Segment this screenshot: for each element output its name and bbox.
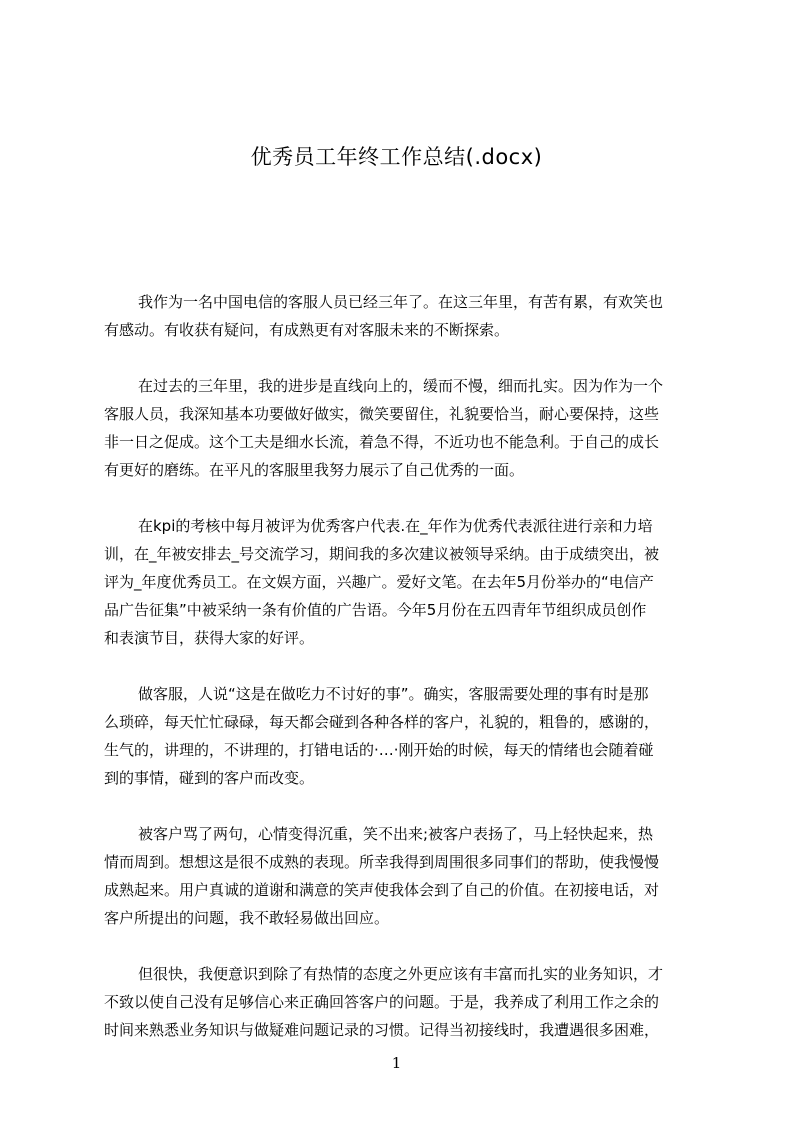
paragraph-line: 在kpi的考核中每月被评为优秀客户代表.在_年作为优秀代表派往进行亲和力培 [138, 517, 653, 535]
paragraph-line: 有感动。有收获有疑问，有成熟更有对客服未来的不断探索。 [104, 321, 510, 339]
page-number: 1 [391, 1054, 402, 1072]
paragraph-line: 非一日之促成。这个工夫是细水长流，着急不得，不近功也不能急利。于自己的成长 [104, 433, 660, 451]
paragraph-line: 和表演节目，获得大家的好评。 [104, 629, 315, 647]
paragraph-line: 客服人员，我深知基本功要做好做实，微笑要留住，礼貌要恰当，耐心要保持，这些 [104, 405, 660, 423]
paragraph-line: 情而周到。想想这是很不成熟的表现。所幸我得到周围很多同事们的帮助，使我慢慢 [104, 853, 660, 871]
paragraph-line: 做客服，人说“这是在做吃力不讨好的事”。确实，客服需要处理的事有时是那 [138, 685, 649, 703]
paragraph-line: 生气的，讲理的，不讲理的，打错电话的·…·刚开始的时候，每天的情绪也会随着碰 [104, 741, 654, 759]
paragraph-line: 客户所提出的问题，我不敢轻易做出回应。 [104, 909, 390, 927]
paragraph-line: 成熟起来。用户真诚的道谢和满意的笑声使我体会到了自己的价值。在初接电话，对 [104, 881, 660, 899]
document-title: 优秀员工年终工作总结(.docx) [250, 145, 543, 169]
paragraph [104, 960, 696, 1044]
paragraph-line: 么琐碎，每天忙忙碌碌，每天都会碰到各种各样的客户，礼貌的，粗鲁的，感谢的， [104, 713, 660, 731]
paragraph [104, 512, 696, 652]
paragraph [104, 372, 696, 484]
paragraph-line: 有更好的磨练。在平凡的客服里我努力展示了自己优秀的一面。 [104, 461, 525, 479]
paragraph-line: 但很快，我便意识到除了有热情的态度之外更应该有丰富而扎实的业务知识，才 [138, 965, 664, 983]
paragraph-line: 被客户骂了两句，心情变得沉重，笑不出来;被客户表扬了，马上轻快起来，热 [138, 825, 654, 843]
paragraph [104, 680, 696, 792]
paragraph-line: 不致以使自己没有足够信心来正确回答客户的问题。于是，我养成了利用工作之余的 [104, 993, 660, 1011]
paragraph-line: 我作为一名中国电信的客服人员已经三年了。在这三年里，有苦有累，有欢笑也 [138, 293, 664, 311]
document-body [104, 288, 696, 1072]
paragraph-line: 时间来熟悉业务知识与做疑难问题记录的习惯。记得当初接线时，我遭遇很多困难， [104, 1021, 660, 1039]
paragraph [104, 820, 696, 932]
paragraph-line: 品广告征集”中被采纳一条有价值的广告语。今年5月份在五四青年节组织成员创作 [104, 601, 647, 619]
paragraph-line: 训，在_年被安排去_号交流学习，期间我的多次建议被领导采纳。由于成绩突出，被 [104, 545, 660, 563]
paragraph-line: 到的事情，碰到的客户而改变。 [104, 769, 315, 787]
paragraph [104, 288, 696, 344]
paragraph-line: 评为_年度优秀员工。在文娱方面，兴趣广。爱好文笔。在去年5月份举办的“电信产 [104, 573, 654, 591]
paragraph-line: 在过去的三年里，我的进步是直线向上的，缓而不慢，细而扎实。因为作为一个 [138, 377, 664, 395]
